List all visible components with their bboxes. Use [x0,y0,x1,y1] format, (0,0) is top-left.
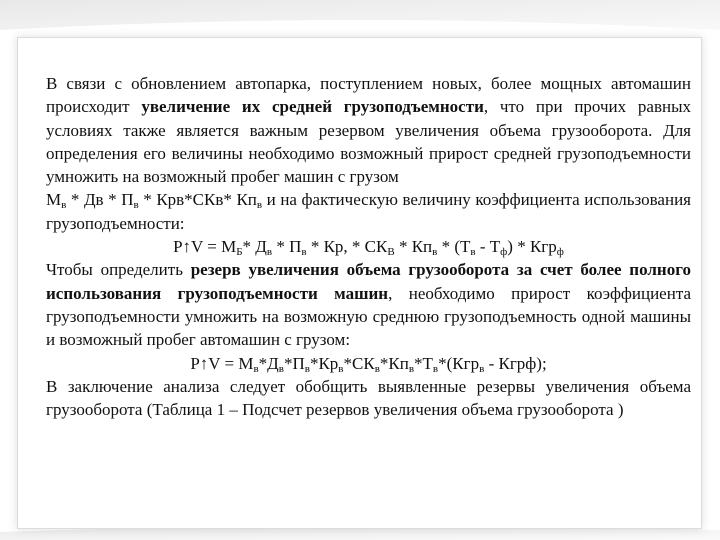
text-run: В связи с обновлением автопарка, поступлением новых, более мощных автомашин происходит [46,74,691,117]
emphasis-reserve-utilization: резерв увеличения объема грузооборота за счет более полного использования грузоподъемности машин [46,260,691,303]
text-run: , необходимо прирост коэффициента грузоподъемности умножить на возможную среднюю грузоподъемность одной машины и возможный пробег автомашин с грузом: [46,283,691,350]
paragraph-capacity-utilization [46,258,691,351]
formula-description-line: $М_в$ * Дв * $П_в * Крв*СКв*$ $Кп_в$ и на фактическую величину коэффициента использования грузоподъемности: [46,190,691,233]
emphasis-capacity-increase: увеличение их средней грузоподъемности [141,97,484,117]
formula-2: Р↑V = $М_в*Д_в*П_в*Кр_в*СК_в*Кп_в*Т_в*(Кгр_в$ - Кгрф); [190,353,547,375]
paragraph-average-capacity [46,72,691,188]
text-run: , что при прочих равных условиях также является важным резервом увеличения объема грузооборота. Для определения его величины необходимо возможный прирост средней грузоподъемности умножить на возможный пробег машин с грузом [46,97,691,187]
formula-1: Р↑V = $М_Б*$ $Д_в * П_в$ * Кр, * $СК_В * Кп_в * (Т_в - Т_ф) * Кгр_ф$ [173,237,564,259]
text-run: Чтобы определить [46,260,191,280]
slide-text [46,72,691,421]
paragraph-conclusion: В заключение анализа следует обобщить выявленные резервы увеличения объема грузооборота (Таблица 1 – Подсчет резервов увеличения объема грузооборота ) [46,376,691,420]
